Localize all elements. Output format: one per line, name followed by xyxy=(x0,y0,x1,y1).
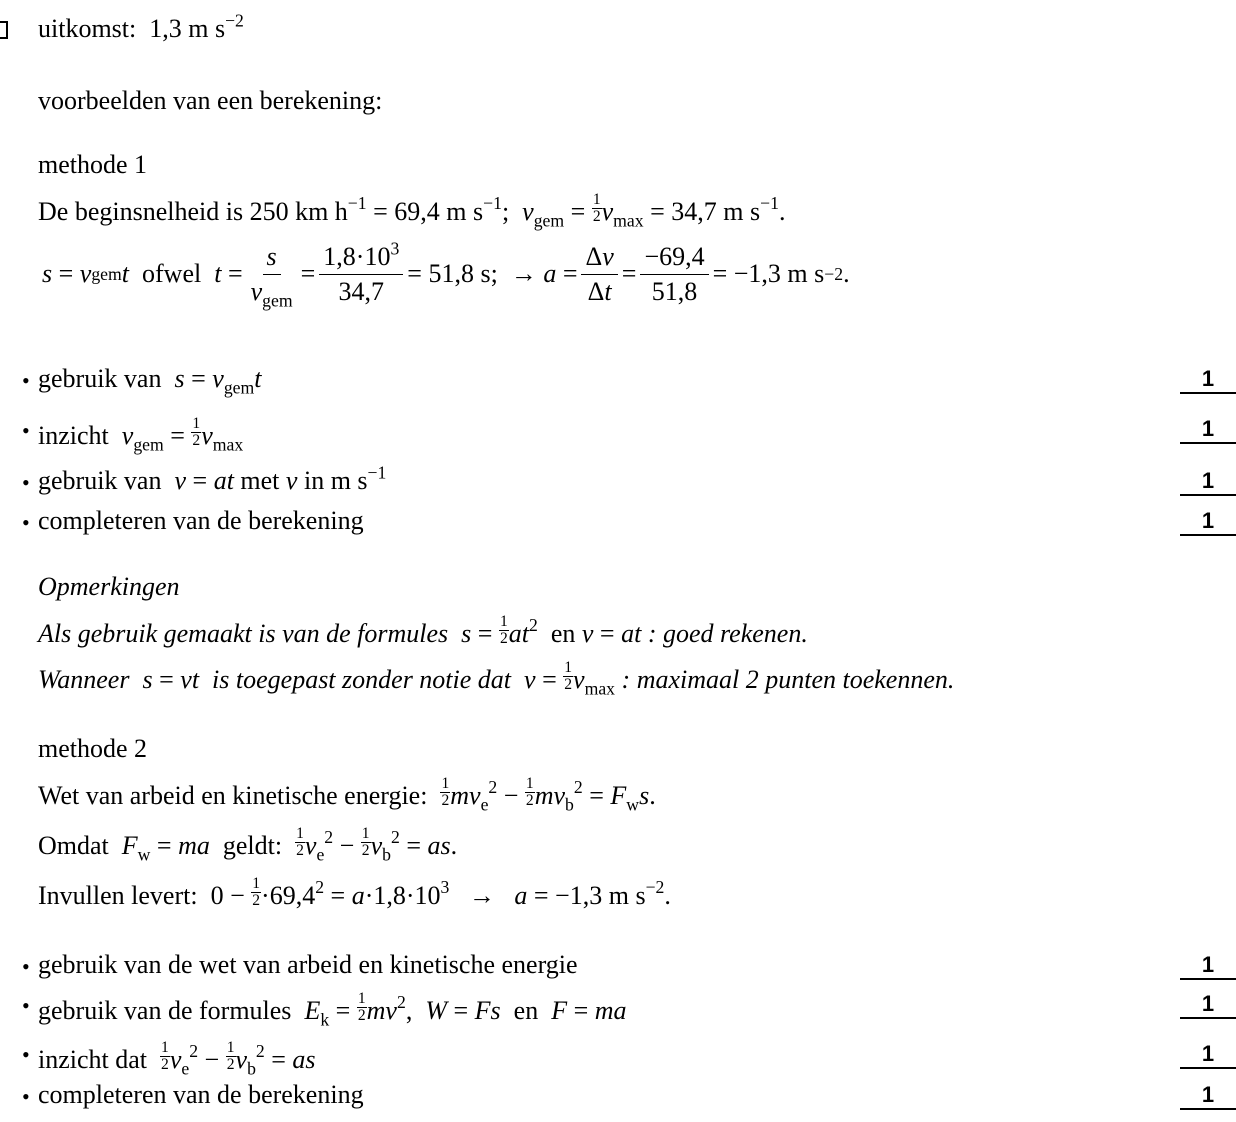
method1-bullet-2: inzicht $v_{gem}$ = $\frac{1}{2}$ $v_{max}$ xyxy=(38,415,244,455)
method1-line1: De beginsnelheid is 250 km $h^{-1} = 69,4$ m $s^{-1}$; $v_{gem}$ = $\frac{1}{2}$ $v_{max} = 34,7$ m $s^{-1}$. xyxy=(38,191,786,231)
method1-bullet-3: gebruik van v = at met v in m $s^{-1}$ xyxy=(38,462,387,495)
method1-bullet-1: gebruik van $s = v_{gem}t$ xyxy=(38,364,262,398)
remark-line-1: Als gebruik gemaakt is van de formules s = $\frac{1}{2}$ $at^2$ en v = at : goed rekenen. xyxy=(38,613,808,648)
method2-bullet-1: gebruik van de wet van arbeid en kinetische energie xyxy=(38,950,578,979)
bullet-icon: • xyxy=(22,470,30,495)
checkbox-marker xyxy=(0,21,8,39)
method1-title: methode 1 xyxy=(38,150,148,179)
bullet-icon: • xyxy=(22,993,30,1018)
bullet-icon: • xyxy=(22,1084,30,1109)
method2-title: methode 2 xyxy=(38,734,148,763)
score-value: 1 xyxy=(1180,418,1236,444)
result-line: uitkomst: 1,3 m $s^{-2}$ xyxy=(38,10,244,43)
method1-bullet-4: completeren van de berekening xyxy=(38,506,364,535)
score-value: 1 xyxy=(1180,470,1236,496)
bullet-icon: • xyxy=(22,368,30,393)
remark-line-2: Wanneer s = vt is toegepast zonder notie dat v = $\frac{1}{2}$ $v_{max}$ : maximaal 2 punten toekennen. xyxy=(38,659,955,699)
bullet-icon: • xyxy=(22,510,30,535)
method2-bullet-2: gebruik van de formules $E_k$ = $\frac{1}{2}$ $mv^2$, W = Fs en F = ma xyxy=(38,990,627,1030)
score-value: 1 xyxy=(1180,954,1236,980)
score-value: 1 xyxy=(1180,993,1236,1019)
score-value: 1 xyxy=(1180,1043,1236,1069)
bullet-icon: • xyxy=(22,954,30,979)
method2-bullet-3: inzicht dat $\frac{1}{2}$ $v_e^2$ − $\frac{1}{2}$ $v_b^2$ = as xyxy=(38,1039,316,1079)
method2-line-3: Invullen levert: 0 − $\frac{1}{2}$ $\cdot 69,4^2 = a\cdot 1,8\cdot 10^3 \to a = -1,3$ m $s^{-2}$. xyxy=(38,875,671,910)
examples-heading: voorbeelden van een berekening: xyxy=(38,86,383,115)
score-value: 1 xyxy=(1180,368,1236,394)
method2-line-2: Omdat $F_w$ = ma geldt: $\frac{1}{2}$ $v_e^2$ − $\frac{1}{2}$ $v_b^2$ = as. xyxy=(38,825,458,865)
method2-line-1: Wet van arbeid en kinetische energie: $\frac{1}{2}$ $mv_e^2$ − $\frac{1}{2}$ $mv_b^2 = F_ws$. xyxy=(38,775,656,815)
bullet-icon: • xyxy=(22,1042,30,1067)
method1-equation: s = v gem t ofwel t = $\frac{s}{v_{gem}}$ = $\frac{1,8\cdot 10^3}{34,7}$ = 51,8 s; → a = $\frac{\Delta v}{\Delta t}$ = $\frac{-69,4}{51,8}$ = −1,3 m s −2 . xyxy=(42,237,850,311)
remarks-title: Opmerkingen xyxy=(38,572,180,601)
score-value: 1 xyxy=(1180,510,1236,536)
bullet-icon: • xyxy=(22,418,30,443)
score-value: 1 xyxy=(1180,1084,1236,1110)
method2-bullet-4: completeren van de berekening xyxy=(38,1080,364,1109)
